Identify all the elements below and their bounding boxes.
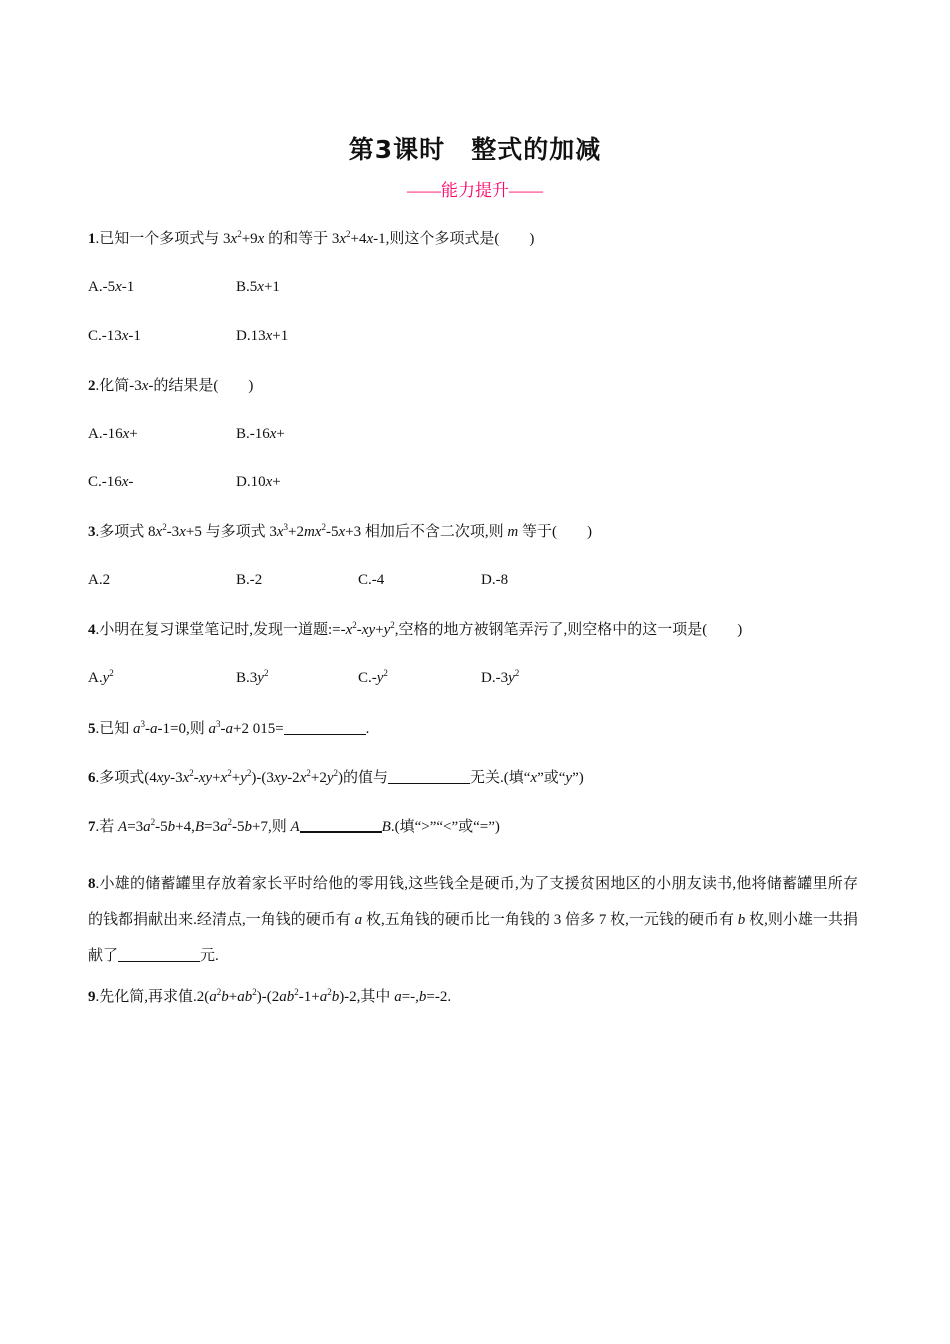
question-5: 5.已知 $a^3-a-1=0$,则 $a^3-a+2$ 015= . [88, 719, 370, 737]
q1-option-d[interactable]: D.13x+1 [236, 328, 289, 344]
q4-option-a[interactable]: $A.y^2$ [88, 668, 114, 686]
q5-answer-blank[interactable] [284, 720, 366, 735]
question-3: 3.多项式 $8x^2-3x+5$ 与多项式 $3x^3+2mx^2-5x+3$ 相加后不含二次项,则 m 等于( ) [88, 522, 592, 540]
question-2: 2.化简-3x-的结果是( ) [88, 378, 254, 394]
q1-option-c[interactable]: C.-13x-1 [88, 328, 141, 344]
q8-answer-blank[interactable] [118, 947, 200, 962]
question-6: 6.多项式$(4xy-3x^2-xy+x^2+y^2)-(3xy-2x^2+2y^2)$的值与 无关.(填“x”或“y”) [88, 768, 584, 786]
question-8: 8.小雄的储蓄罐里存放着家长平时给他的零用钱,这些钱全是硬币,为了支援贫困地区的小朋友读书,他将储蓄罐里所存的钱都捐献出来.经清点,一角钱的硬币有 a 枚,五角钱的硬币比一角钱的 3 倍多 7 枚,一元钱的硬币有 b 枚,则小雄一共捐献了 元. [88, 876, 858, 964]
q7-answer-blank[interactable] [300, 817, 382, 833]
lesson-label: 第3课时 [348, 135, 446, 164]
q2-option-d[interactable]: D.10x+ [236, 474, 281, 490]
lesson-title: 整式的加减 [471, 135, 602, 164]
page-title [0, 130, 950, 166]
q3-option-c[interactable]: C.-4 [358, 572, 385, 588]
q1-option-b[interactable]: B.5x+1 [236, 279, 280, 295]
q2-option-c[interactable]: C.-16x- [88, 474, 134, 490]
question-7: 7.若 $A=3a^2-5b+4,B=3a^2-5b+7$,则 A B.(填“>”“<”或“=”) [88, 817, 500, 835]
q6-answer-blank[interactable] [388, 769, 470, 784]
q3-option-b[interactable]: B.-2 [236, 572, 263, 588]
section-heading: ——能力提升—— [407, 181, 543, 200]
q3-option-d[interactable]: D.-8 [481, 572, 509, 588]
q3-option-a[interactable]: A.2 [88, 572, 111, 588]
q4-option-c[interactable]: $C.-y^2$ [358, 668, 388, 686]
q4-option-b[interactable]: $B.3y^2$ [236, 668, 269, 686]
question-9: 9.先化简,再求值$.2(a^2b+ab^2)-(2ab^2-1+a^2b)-2$,其中 a=-,b=-2. [88, 987, 452, 1005]
q4-option-d[interactable]: $D.-3y^2$ [481, 668, 520, 686]
q1-option-a[interactable]: A.-5x-1 [88, 279, 135, 295]
q2-option-b[interactable]: B.-16x+ [236, 426, 285, 442]
q2-option-a[interactable]: A.-16x+ [88, 426, 138, 442]
question-1: 1.已知一个多项式与 $3x^2+9x$ 的和等于 $3x^2+4x-1$,则这个多项式是( ) [88, 229, 535, 247]
question-4: 4.小明在复习课堂笔记时,发现一道题$:=-x^2-xy+y^2$,空格的地方被钢笔弄污了,则空格中的这一项是( ) [88, 620, 743, 638]
